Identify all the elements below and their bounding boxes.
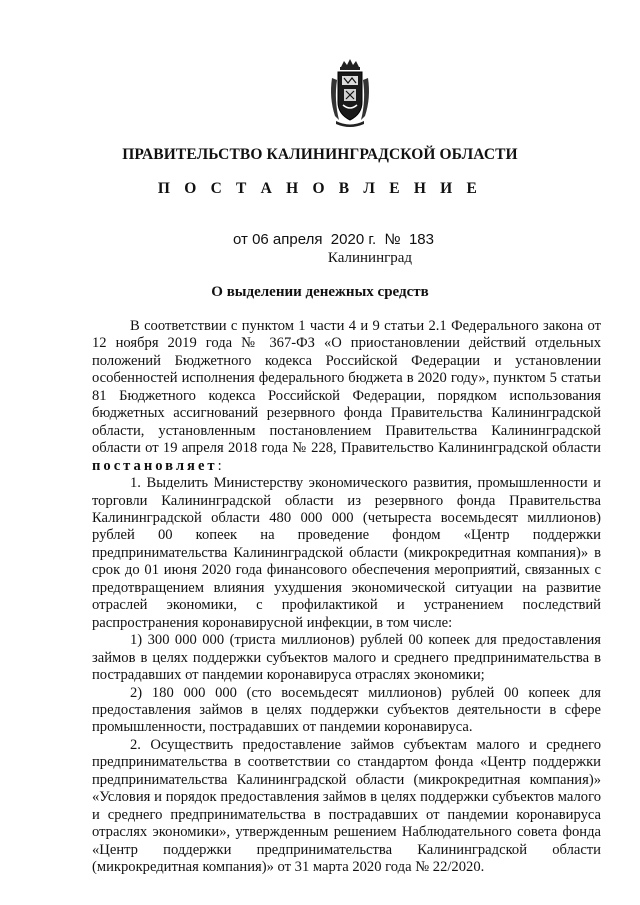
date-month: апреля bbox=[272, 231, 323, 248]
paragraph-1-item-1: 1) 300 000 000 (триста миллионов) рублей 00 копеек для предоставления займов в целях поддержки субъектов малого и среднего предпринимательства в пострадавших от пандемии коронавируса отраслях экономики; bbox=[92, 632, 601, 684]
document-body bbox=[92, 318, 601, 877]
intro-colon: : bbox=[217, 457, 222, 474]
paragraph-1-item-2: 2) 180 000 000 (сто восемьдесят миллионов) рублей 00 копеек для предоставления займов в целях поддержки субъектов деятельности в сфере промышленности, пострадавших от пандемии коронавируса. bbox=[92, 684, 601, 736]
date-prefix: от bbox=[233, 231, 248, 248]
government-heading: ПРАВИТЕЛЬСТВО КАЛИНИНГРАДСКОЙ ОБЛАСТИ bbox=[122, 146, 518, 163]
intro-keyword: постановляет bbox=[92, 457, 218, 474]
document-date-line bbox=[233, 231, 434, 248]
date-day: 06 bbox=[252, 231, 269, 248]
paragraph-1: 1. Выделить Министерству экономического развития, промышленности и торговли Калининградской области из резервного фонда Правительства Калининградской области 480 000 000 (четыреста восемьдесят миллионов) рублей 00 копеек на проведение фондом «Центр поддержки предпринимательства Калининградской области (микрокредитная компания)» в срок до 01 июня 2020 года финансового обеспечения мероприятий, связанных с предотвращением влияния ухудшения экономической ситуации на развитие отраслей экономики, с профилактикой и устранением последствий распространения коронавирусной инфекции, в том числе: bbox=[92, 475, 601, 631]
number-sign: № bbox=[384, 231, 401, 248]
document-type-heading: П О С Т А Н О В Л Е Н И Е bbox=[157, 180, 483, 197]
document-city: Калининград bbox=[327, 250, 413, 266]
intro-paragraph bbox=[92, 318, 601, 475]
coat-of-arms-icon bbox=[327, 58, 373, 128]
date-year: 2020 г. bbox=[330, 231, 377, 248]
document-number: 183 bbox=[408, 231, 434, 248]
paragraph-2: 2. Осуществить предоставление займов субъектам малого и среднего предпринимательства в соответствии со стандартом фонда «Центр поддержки предпринимательства Калининградской области (микрокредитная компания)» «Условия и порядок предоставления займов в целях поддержки субъектов малого и среднего предпринимательства в пострадавших от пандемии коронавируса отраслях экономики», утвержденным решением Наблюдательного совета фонда «Центр поддержки предпринимательства Калининградской области (микрокредитная компания)» от 31 марта 2020 года № 22/2020. bbox=[92, 736, 601, 876]
document-title: О выделении денежных средств bbox=[211, 284, 429, 300]
intro-text: В соответствии с пунктом 1 части 4 и 9 статьи 2.1 Федерального закона от 12 ноября 2019 года № 367-ФЗ «О приостановлении действий отдельных положений Бюджетного кодекса Российской Федерации и установлении особенностей исполнения федерального бюджета в 2020 году», пунктом 5 статьи 81 Бюджетного кодекса Российской Федерации, порядком использования бюджетных ассигнований резервного фонда Правительства Калининградской области, установленным постановлением Правительства Калининградской области от 19 апреля 2018 года № 228, Правительство Калининградской области bbox=[92, 318, 601, 457]
